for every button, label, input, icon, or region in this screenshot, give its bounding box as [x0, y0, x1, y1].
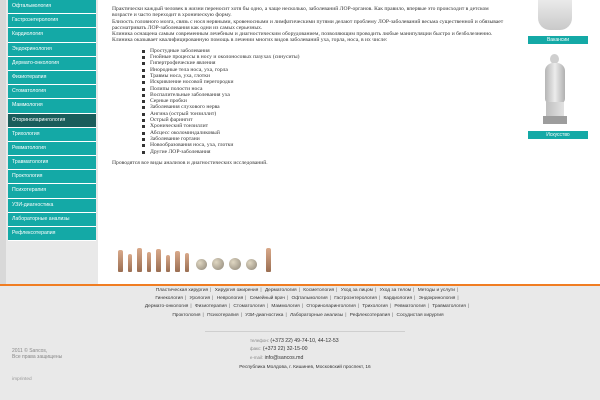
sidebar-item-proctology[interactable]: Проктология: [8, 170, 96, 184]
rights-text: Все права защищены: [12, 354, 63, 360]
instrument-icon: [147, 252, 151, 272]
sidebar-item-cardiology[interactable]: Кардиология: [8, 28, 96, 42]
instrument-icon: [118, 250, 123, 272]
footer-link[interactable]: Эндокринология: [418, 296, 456, 302]
footer-link[interactable]: Маммология: [271, 304, 300, 310]
footer-link[interactable]: Методы и услуги: [417, 288, 455, 293]
footer-link[interactable]: Хирургия ожирения: [214, 288, 259, 293]
intro-paragraph: Близость головного мозга, связь с нося нервными, кровеносными и лимфатическими путями делают проблему ЛОР-заболеваний весьма существенной и обязывает рассматривать ЛОР-заболевания как одни из самых серьезных.: [112, 18, 504, 31]
list-item: Травмы носа, уха, глотки: [142, 73, 510, 79]
footer-row: Пластическая хирургия | Хирургия ожирения | Дерматология | Косметология | Уход за лицом | Уход за телом | Методы и услуги |: [155, 288, 459, 293]
footer-link[interactable]: УЗИ-диагностика: [245, 312, 284, 318]
closing-paragraph: Проводятся все виды анализов и диагностических исследований.: [112, 159, 268, 166]
email-link[interactable]: info@sancos.md: [264, 354, 304, 361]
footer-link[interactable]: Уход за лицом: [340, 288, 373, 293]
footer-link[interactable]: Офтальмология: [291, 296, 328, 302]
footer-link[interactable]: Стоматология: [233, 304, 265, 310]
list-item: Инородные тела носа, уха, горла: [142, 67, 510, 73]
address-text: Республика Молдова, г. Кишинев, Московский проспект, 16: [239, 365, 371, 370]
email-label: e-mail:: [250, 354, 264, 360]
sidebar-item-otorhinolaryngology[interactable]: Оториноларингология: [8, 114, 96, 128]
list-item: Хронический тонзиллит: [142, 123, 510, 129]
footer-separator: [205, 331, 405, 332]
statue-image: [538, 0, 572, 30]
sidebar-nav: [8, 0, 96, 241]
footer-link[interactable]: Кардиология: [383, 296, 413, 302]
footer-link[interactable]: Дермато-онкология: [144, 304, 189, 310]
sidebar-item-gastroenterology[interactable]: Гастроэнтерология: [8, 14, 96, 28]
statue-legs: [546, 102, 564, 116]
instrument-icon: [246, 259, 257, 270]
footer-link[interactable]: Травматология: [432, 304, 466, 310]
instrument-icon: [137, 248, 142, 272]
sidebar-item-ophthalmology[interactable]: Офтальмология: [8, 0, 96, 14]
sidebar-item-lab-tests[interactable]: Лабораторные анализы: [8, 213, 96, 227]
footer-link[interactable]: Рефлексотерапия: [349, 312, 390, 318]
intro-paragraph: Практически каждый человек в жизни переносит хотя бы одно, а чаще несколько, заболеваний ЛОР-органов. Как правило, впервые это происходит в детском возрасте и часто переходит в хроническую форму.: [112, 6, 489, 19]
list-item: Другие ЛОР-заболевания: [142, 149, 510, 155]
sidebar-item-psychotherapy[interactable]: Психотерапия: [8, 184, 96, 198]
footer-row: Гинекология | Урология | Неврология | Семейный врач | Офтальмология | Гастроэнтерология | Кардиология | Эндокринология |: [155, 296, 459, 302]
vacancies-button[interactable]: Вакансии: [528, 36, 588, 44]
footer-link[interactable]: Пластическая хирургия: [155, 288, 209, 293]
phone-label: телефон:: [250, 338, 269, 343]
footer-nav: [118, 287, 498, 320]
footer-link[interactable]: Физиотерапия: [194, 304, 227, 310]
footer-divider-line: [0, 284, 600, 286]
footer-link[interactable]: Гастроэнтерология: [334, 296, 377, 302]
copyright-text: 2011 © Sancos,: [12, 348, 48, 354]
right-panel: [516, 0, 600, 284]
medical-instruments-image: [118, 246, 280, 272]
sidebar-item-traumatology[interactable]: Травматология: [8, 156, 96, 170]
list-item: Воспалительные заболевания уха: [142, 92, 510, 98]
instrument-icon: [175, 251, 180, 272]
statue-base: [543, 116, 567, 124]
footer-link[interactable]: Косметология: [303, 288, 335, 293]
fax-number: (+373 22) 32-15-00: [262, 346, 308, 353]
footer-link[interactable]: Проктология: [172, 312, 201, 318]
sidebar-item-physiotherapy[interactable]: Физиотерапия: [8, 71, 96, 85]
footer-link[interactable]: Урология: [189, 296, 211, 302]
footer-link[interactable]: Оториноларингология: [306, 304, 356, 310]
main-content: [98, 0, 516, 284]
instrument-icon: [156, 249, 161, 272]
list-item: Заболевание гортани: [142, 136, 510, 142]
list-item: Серные пробки: [142, 98, 510, 104]
contacts-block: [250, 337, 339, 362]
sidebar-item-dermato-oncology[interactable]: Дермато-онкология: [8, 57, 96, 71]
footer-link[interactable]: Сосудистая хирургия: [396, 312, 444, 318]
footer-link[interactable]: Уход за телом: [379, 288, 412, 293]
instrument-icon: [166, 255, 170, 272]
footer-row: Дермато-онкология | Физиотерапия | Стоматология | Маммология | Оториноларингология | Трихология | Ревматология | Травматология |: [144, 304, 470, 310]
fax-label: факс:: [250, 346, 262, 352]
footer-link[interactable]: Лабораторные анализы: [290, 312, 344, 318]
left-edge-strip: [0, 0, 6, 284]
disease-list: [142, 48, 510, 155]
list-item: Новообразования носа, уха, глотки: [142, 142, 510, 148]
sidebar-item-endocrinology[interactable]: Эндокринология: [8, 43, 96, 57]
sidebar-item-ultrasound[interactable]: УЗИ-диагностика: [8, 199, 96, 213]
sidebar-item-rheumatology[interactable]: Ревматология: [8, 142, 96, 156]
statue-image: [538, 54, 572, 124]
footer-link[interactable]: Семейный врач: [249, 296, 285, 302]
intro-paragraph: Клиника оснащена самым современным лечебным и диагностическим оборудованием, позволяющим проводить любые манипуляции быстро и безболезненно.: [112, 31, 493, 38]
list-item: Простудные заболевания: [142, 48, 510, 54]
list-item: Искривление носовой перегородки: [142, 79, 510, 85]
sidebar-item-reflexotherapy[interactable]: Рефлексотерапия: [8, 227, 96, 241]
footer-link[interactable]: Ревматология: [394, 304, 426, 310]
list-item: Заболевания слухового нерва: [142, 104, 510, 110]
list-item: Полипы полости носа: [142, 86, 510, 92]
phone-number: (+373 22) 49-74-10, 44-12-53: [270, 338, 339, 344]
statue-body: [545, 63, 565, 103]
list-item: Острый фарингит: [142, 117, 510, 123]
footer-link[interactable]: Трихология: [362, 304, 388, 310]
footer-link[interactable]: Дерматология: [264, 288, 297, 293]
instrument-icon: [212, 258, 224, 270]
intro-paragraph: Клиника оказывает квалифицированную помощь в лечении многих видов заболеваний уха, горла, носа, в их числе:: [112, 37, 388, 44]
instrument-icon: [128, 254, 132, 272]
footer-link[interactable]: Неврология: [216, 296, 244, 302]
footer-row: Проктология | Психотерапия | УЗИ-диагностика | Лабораторные анализы | Рефлексотерапия | Сосудистая хирургия: [172, 312, 444, 318]
footer-link[interactable]: Гинекология: [155, 296, 183, 302]
list-item: Гнойные процессы в носу и околоносовых пазухах (синуситы): [142, 54, 510, 60]
instrument-icon: [196, 259, 207, 270]
instrument-icon: [229, 258, 241, 270]
sidebar-item-dentistry[interactable]: Стоматология: [8, 85, 96, 99]
instrument-icon: [185, 253, 189, 272]
list-item: Абсцесс околоминдаликовый: [142, 130, 510, 136]
imprinted-link[interactable]: imprinted: [12, 377, 32, 382]
list-item: Ангина (острый тонзиллит): [142, 111, 510, 117]
list-item: Гипертрофические явления: [142, 60, 510, 66]
art-button[interactable]: Искусство: [528, 131, 588, 139]
sidebar-item-mammology[interactable]: Маммология: [8, 99, 96, 113]
copyright: [12, 348, 62, 360]
footer-link[interactable]: Психотерапия: [207, 312, 239, 318]
sidebar-item-trichology[interactable]: Трихология: [8, 128, 96, 142]
instrument-icon: [266, 248, 271, 272]
